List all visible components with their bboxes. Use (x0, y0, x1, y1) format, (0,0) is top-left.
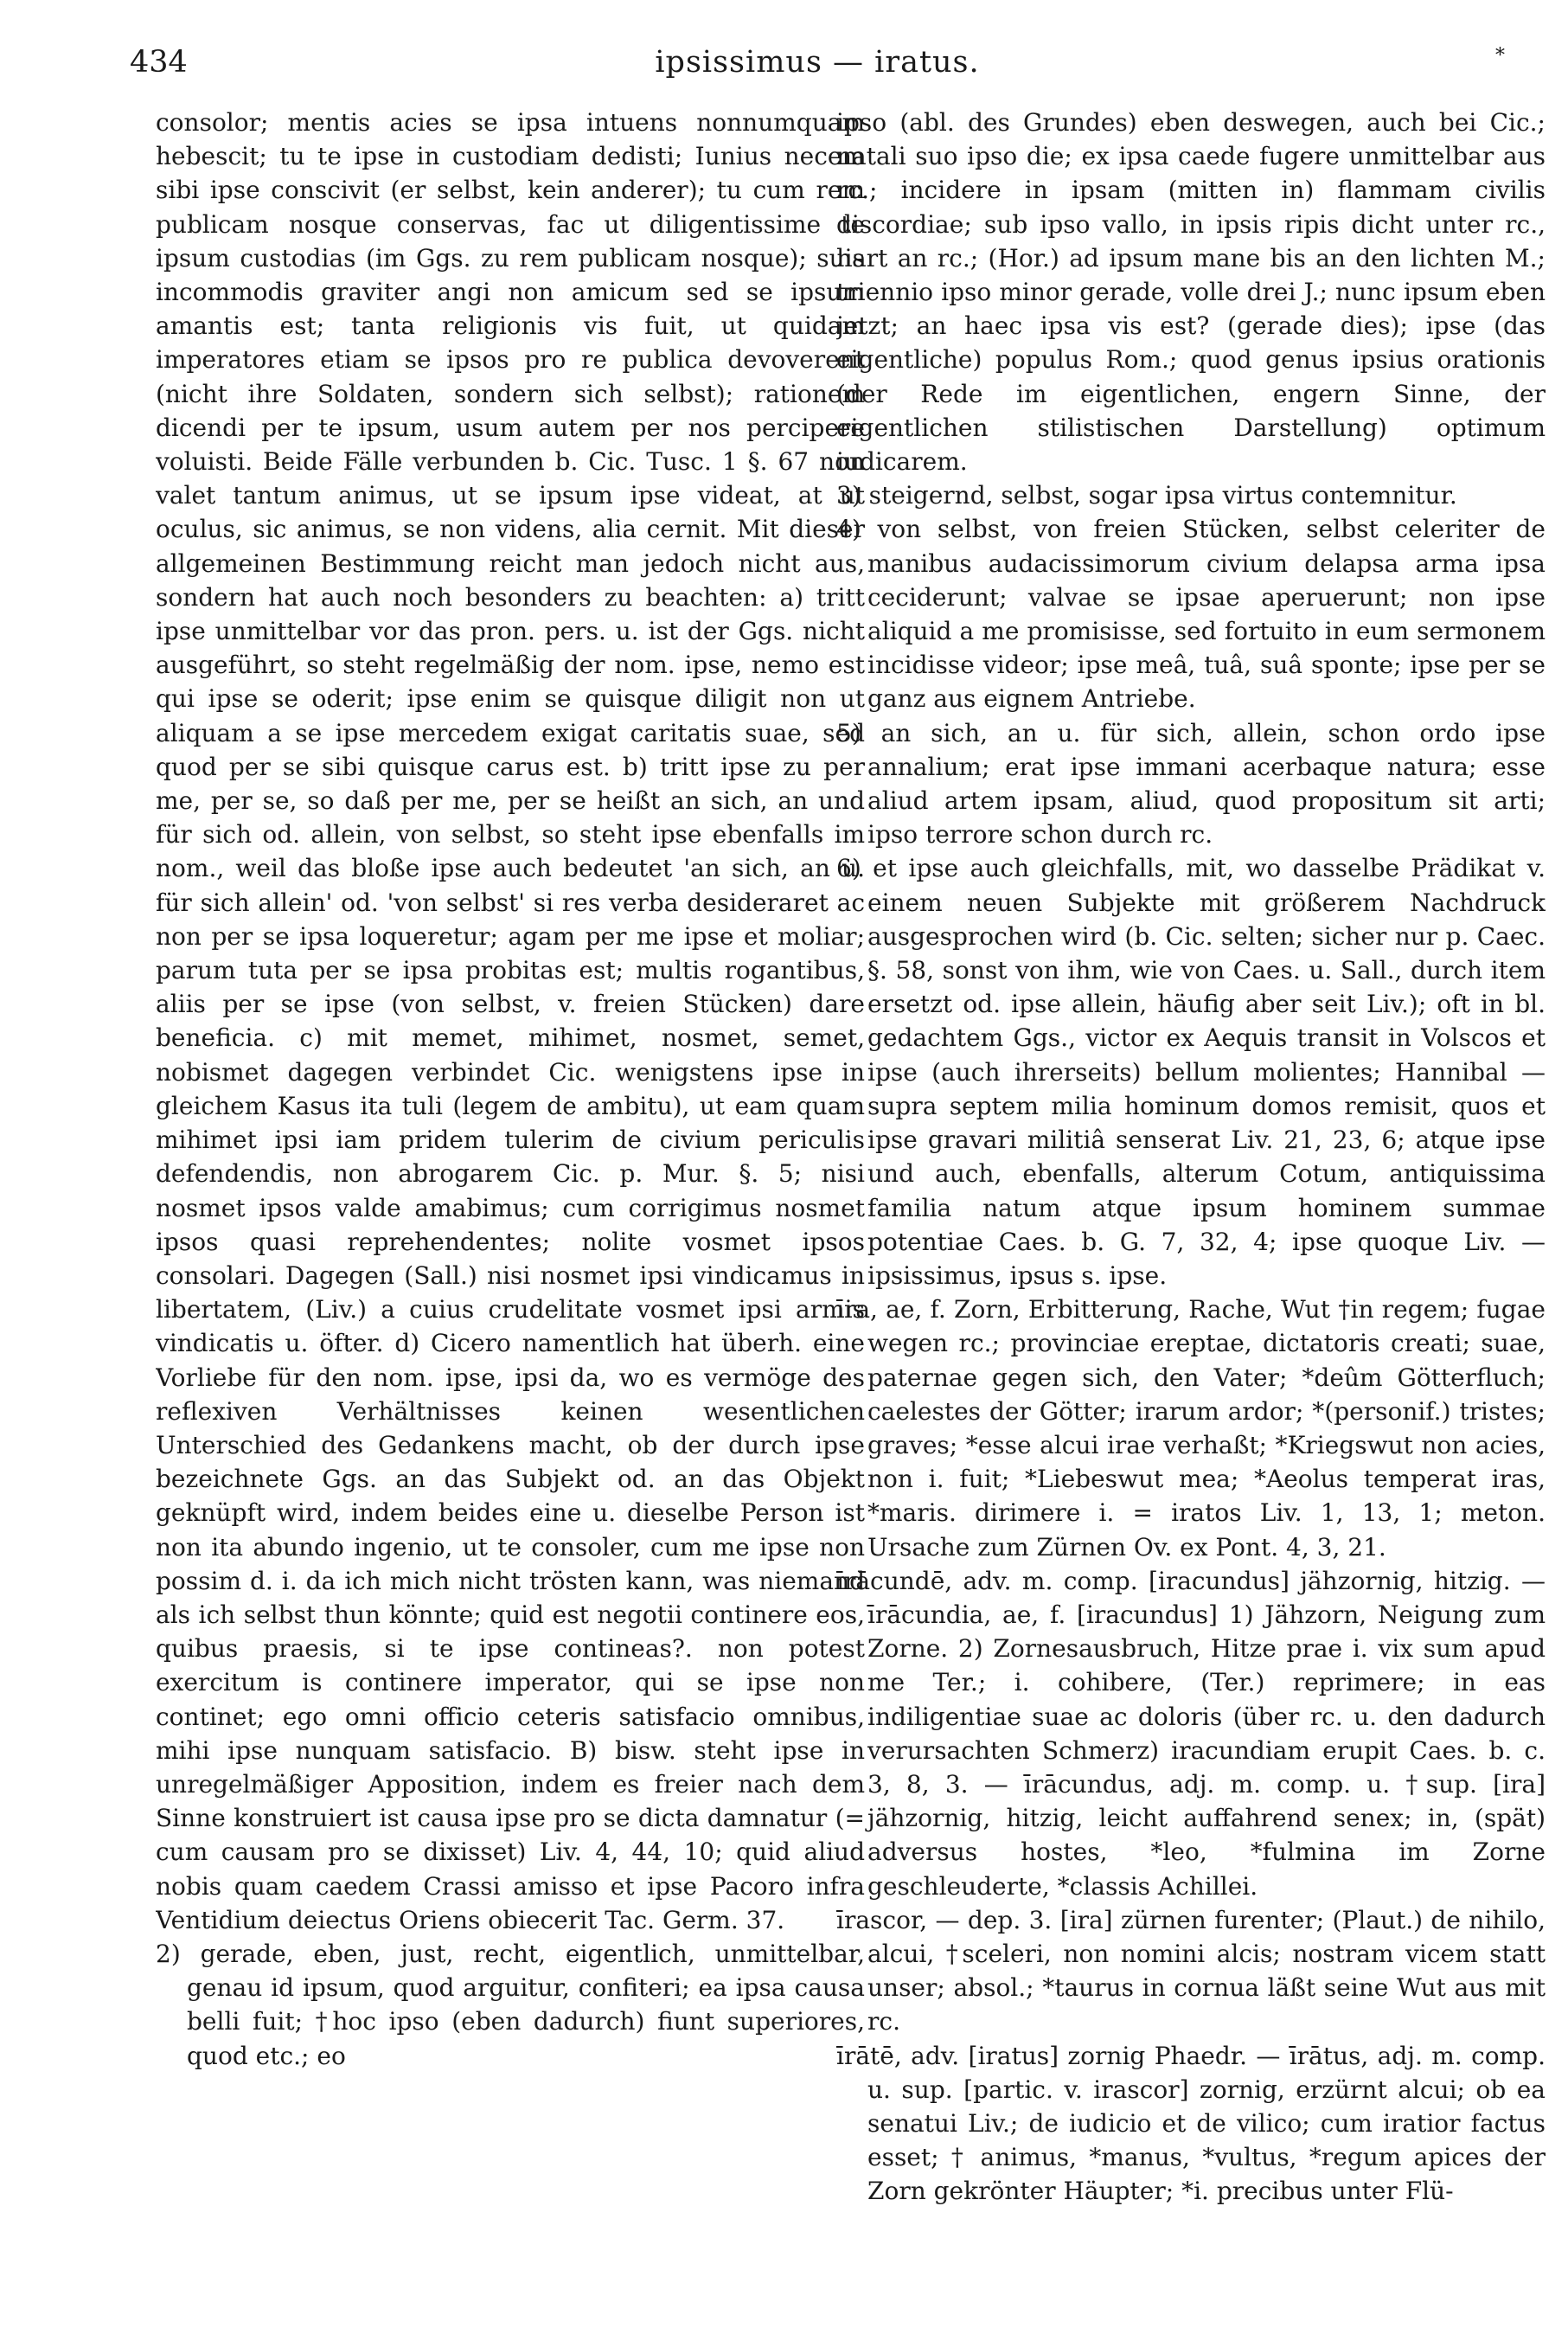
sense-3: 3) steigernd, selbst, sogar ipsa virtus contemnitur. (836, 481, 1457, 510)
sense-5: 5) an sich, an u. für sich, allein, schon ordo ipse annalium; erat ipse immani acerbaque natura; esse aliud artem ipsam, aliud, quod propositum sit arti; ipso terrore schon durch rc. (836, 718, 1546, 850)
entry-irascor: īrascor, — dep. 3. [ira] zürnen furenter; (Plaut.) de nihilo, alcui, †sceleri, non nomini alcis; nostram vicem statt unser; absol.; *taurus in cornua läßt seine Wut aus mit rc. (836, 1905, 1546, 2036)
entry-irate: īrātē, adv. [iratus] zornig Phaedr. — īrātus, adj. m. comp. u. sup. [partic. v. irascor] zornig, erzürnt alcui; ob ea senatui Liv.; de iudicio et de vilico; cum iratior factus esset; † animus, *manus, *vultus, *regum apices der Zorn gekrönter Häupter; *i. precibus unter Flü- (836, 2041, 1546, 2206)
left-paragraph: consolor; mentis acies se ipsa intuens nonnumquam hebescit; tu te ipse in custodiam dedisti; Iunius necem sibi ipse conscivit (er selbst, kein anderer); tu cum rem publicam nosque conservas, fac ut diligentissime te ipsum custodias (im Ggs. zu rem publicam nosque); suis incommodis graviter angi non amicum sed se ipsum amantis est; tanta religionis vis fuit, ut quidam imperatores etiam se ipsos pro re publica devoverent (nicht ihre Soldaten, sondern sich selbst); rationem dicendi per te ipsum, usum autem per nos percipere voluisti. Beide Fälle verbunden b. Cic. Tusc. 1 §. 67 non valet tantum animus, ut se ipsum ipse videat, at ut oculus, sic animus, se non videns, alia cernit. Mit dieser allgemeinen Bestimmung reicht man jedoch nicht aus, sondern hat auch noch besonders zu beachten: a) tritt ipse unmittelbar vor das pron. pers. u. ist der Ggs. nicht ausgeführt, so steht regelmäßig der nom. ipse, nemo est qui ipse se oderit; ipse enim se quisque diligit non ut aliquam a se ipse mercedem exigat caritatis suae, sed quod per se sibi quisque carus est. b) tritt ipse zu per me, per se, so daß per me, per se heißt an sich, an und für sich od. allein, von selbst, so steht ipse ebenfalls im nom., weil das bloße ipse auch bedeutet 'an sich, an u. für sich allein' od. 'von selbst' si res verba desideraret ac non per se ipsa loqueretur; agam per me ipse et moliar; parum tuta per se ipsa probitas est; multis rogantibus, aliis per se ipse (von selbst, v. freien Stücken) dare beneficia. c) mit memet, mihimet, nosmet, semet, nobismet dagegen verbindet Cic. wenigstens ipse in gleichem Kasus ita tuli (legem de ambitu), ut eam quam mihimet ipsi iam pridem tulerim de civium periculis defendendis, non abrogarem Cic. p. Mur. §. 5; nisi nosmet ipsos valde amabimus; cum corrigimus nosmet ipsos quasi reprehendentes; nolite vosmet ipsos consolari. Dagegen (Sall.) nisi nosmet ipsi vindicamus in libertatem, (Liv.) a cuius crudelitate vosmet ipsi armis vindicatis u. öfter. d) Cicero namentlich hat überh. eine Vorliebe für den nom. ipse, ipsi da, wo es vermöge des reflexiven Verhältnisses keinen wesentlichen Unterschied des Gedankens macht, ob der durch ipse bezeichnete Ggs. an das Subjekt od. an das Objekt geknüpft wird, indem beides eine u. dieselbe Person ist non ita abundo ingenio, ut te consoler, cum me ipse non possim d. i. da ich mich nicht trösten kann, was niemand als ich selbst thun könnte; quid est negotii continere eos, quibus praesis, si te ipse contineas?. non potest exercitum is continere imperator, qui se ipse non continet; ego omni officio ceteris satisfacio omnibus, mihi ipse nunquam satisfacio. B) bisw. steht ipse in unregelmäßiger Apposition, indem es freier nach dem Sinne konstruiert ist causa ipse pro se dicta damnatur (= cum causam pro se dixisset) Liv. 4, 44, 10; quid aliud nobis quam caedem Crassi amisso et ipse Pacoro infra Ventidium deiectus Oriens obiecerit Tac. Germ. 37. (156, 108, 865, 1934)
header-mark: * (1495, 45, 1505, 67)
page-title: ipsissimus — iratus. (655, 45, 980, 80)
right-paragraph: ipso (abl. des Grundes) eben deswegen, auch bei Cic.; natali suo ipso die; ex ipsa caede fugere unmittelbar aus rc.; incidere in ipsam (mitten in) flammam civilis discordiae; sub ipso vallo, in ipsis ripis dicht unter rc., hart an rc.; (Hor.) ad ipsum mane bis an den lichten M.; triennio ipso minor gerade, volle drei J.; nunc ipsum eben jetzt; an haec ipsa vis est? (gerade dies); ipse (das eigentliche) populus Rom.; quod genus ipsius orationis (der Rede im eigentlichen, engern Sinne, der eigentlichen stilistischen Darstellung) optimum iudicarem. (836, 108, 1546, 477)
entry-ira: īra, ae, f. Zorn, Erbitterung, Rache, Wut †in regem; fugae wegen rc.; provinciae ereptae, dictatoris creati; suae, paternae gegen sich, den Vater; *deûm Götterfluch; caelestes der Götter; irarum ardor; *(personif.) tristes; graves; *esse alcui irae verhaßt; *Kriegswut non acies, non i. fuit; *Liebeswut mea; *Aeolus temperat iras, *maris. dirimere i. = iratos Liv. 1, 13, 1; meton. Ursache zum Zürnen Ov. ex Pont. 4, 3, 21. (836, 1295, 1546, 1562)
sense-2: 2) gerade, eben, just, recht, eigentlich, unmittelbar, genau id ipsum, quod arguitur, confiteri; ea ipsa causa belli fuit; †hoc ipso (eben dadurch) fiunt superiores, quod etc.; eo (156, 1939, 865, 2070)
sense-4: 4) von selbst, von freien Stücken, selbst celeriter de manibus audacissimorum civium delapsa arma ipsa ceciderunt; valvae se ipsae aperuerunt; non ipse aliquid a me promisisse, sed fortuito in eum sermonem incidisse videor; ipse meâ, tuâ, suâ sponte; ipse per se ganz aus eignem Antriebe. (836, 515, 1546, 714)
page-number: 434 (130, 45, 188, 80)
sense-6: 6) et ipse auch gleichfalls, mit, wo dasselbe Prädikat v. einem neuen Subjekte mit größerem Nachdruck ausgesprochen wird (b. Cic. selten; sicher nur p. Caec. §. 58, sonst von ihm, wie von Caes. u. Sall., durch item ersetzt od. ipse allein, häufig aber seit Liv.); oft in bl. gedachtem Ggs., victor ex Aequis transit in Volscos et ipse (auch ihrerseits) bellum molientes; Hannibal — supra septem milia hominum domos remisit, quos et ipse gravari militiâ senserat Liv. 21, 23, 6; atque ipse und auch, ebenfalls, alterum Cotum, antiquissima familia natum atque ipsum hominem summae potentiae Caes. b. G. 7, 32, 4; ipse quoque Liv. — ipsissimus, ipsus s. ipse. (836, 854, 1546, 1290)
right-column (836, 106, 1546, 2303)
left-column (156, 106, 865, 2303)
entry-iracunde: īrācundē, adv. m. comp. [iracundus] jähzornig, hitzig. — īrācundia, ae, f. [iracundus] 1) Jähzorn, Neigung zum Zorne. 2) Zornesausbruch, Hitze prae i. vix sum apud me Ter.; i. cohibere, (Ter.) reprimere; in eas indiligentiae suae ac doloris (über rc. u. den dadurch verursachten Schmerz) iracundiam erupit Caes. b. c. 3, 8, 3. — īrācundus, adj. m. comp. u. †sup. [ira] jähzornig, hitzig, leicht auffahrend senex; in, (spät) adversus hostes, *leo, *fulmina im Zorne geschleuderte, *classis Achillei. (836, 1566, 1546, 1901)
page-header (130, 45, 1505, 88)
